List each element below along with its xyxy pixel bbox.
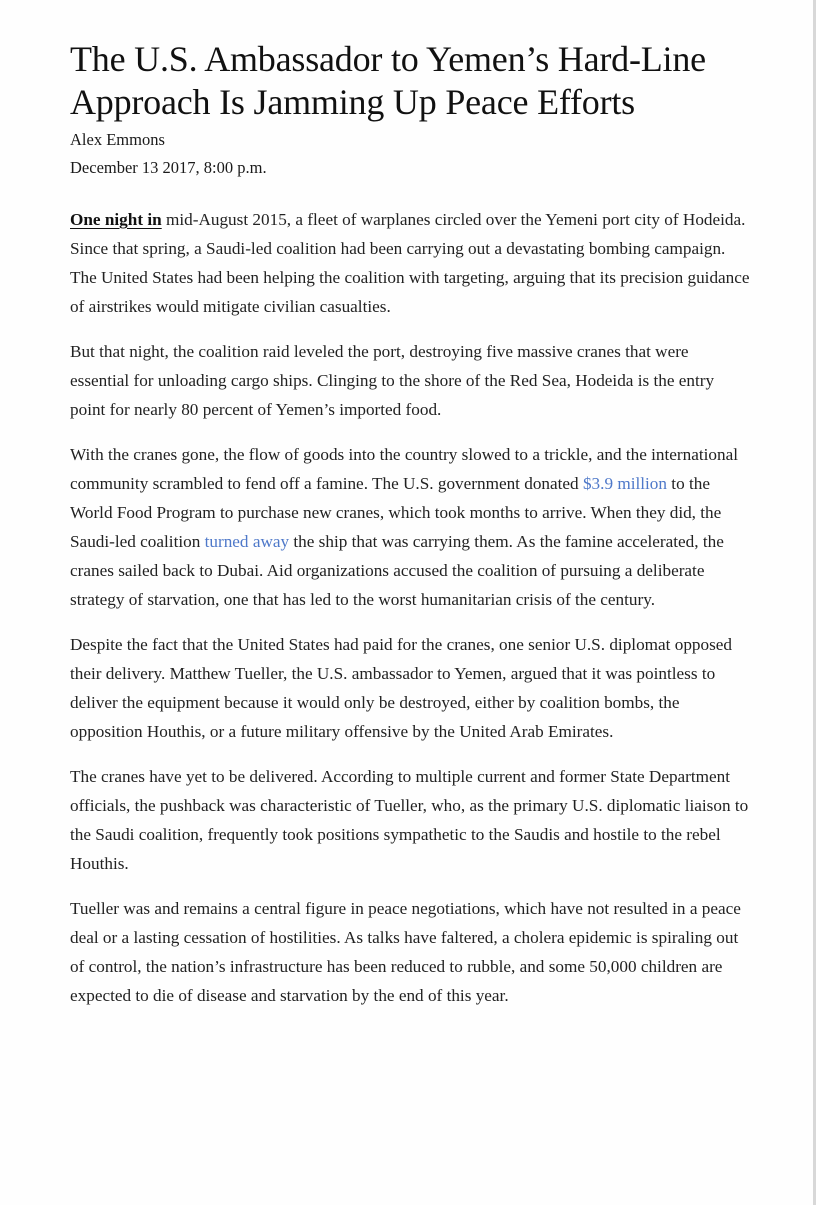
article-date: December 13 2017, 8:00 p.m. [70, 158, 267, 177]
article-body [70, 205, 750, 1010]
paragraph-4: Despite the fact that the United States had paid for the cranes, one senior U.S. diplomat opposed their delivery. Matthew Tueller, the U.S. ambassador to Yemen, argued that it was pointless to deliver the equipment because it would only be destroyed, either by coalition bombs, the opposition Houthis, or a future military offensive by the United Arab Emirates. [70, 635, 733, 741]
article-meta [70, 126, 750, 182]
paragraph-5: The cranes have yet to be delivered. According to multiple current and former State Department officials, the pushback was characteristic of Tueller, who, as the primary U.S. diplomatic liaison to the Saudi coalition, frequently took positions sympathetic to the Saudis and hostile to the rebel Houthis. [70, 767, 749, 873]
paragraph-1-text: mid-August 2015, a fleet of warplanes circled over the Yemeni port city of Hodeida. Since that spring, a Saudi-led coalition had been carrying out a devastating bombing campaign. The United States had been helping the coalition with targeting, arguing that its precision guidance of airstrikes would mitigate civilian casualties. [70, 210, 750, 316]
paragraph-3-text-c: the ship that was carrying them. As the famine accelerated, the cranes sailed back to Dubai. Aid organizations accused the coalition of pursuing a deliberate strategy of starvation, one that has led to the worst humanitarian crisis of the century. [70, 532, 724, 609]
paragraph-3-text-b: to the World Food Program to purchase new cranes, which took months to arrive. When they did, the Saudi-led coalition [70, 474, 722, 551]
paragraph-3 [70, 440, 750, 614]
paragraph-2: But that night, the coalition raid leveled the port, destroying five massive cranes that were essential for unloading cargo ships. Clinging to the shore of the Red Sea, Hodeida is the entry point for nearly 80 percent of Yemen’s imported food. [70, 342, 715, 419]
lede-link[interactable]: One night in [70, 210, 162, 229]
article-title: The U.S. Ambassador to Yemen’s Hard-Line Approach Is Jamming Up Peace Efforts [70, 39, 706, 122]
paragraph-6: Tueller was and remains a central figure in peace negotiations, which have not resulted in a peace deal or a lasting cessation of hostilities. As talks have faltered, a cholera epidemic is spiraling out of control, the nation’s infrastructure has been reduced to rubble, and some 50,000 children are expected to die of disease and starvation by the end of this year. [70, 899, 741, 1005]
paragraph-1 [70, 205, 750, 321]
article [70, 38, 750, 1026]
donation-link[interactable]: $3.9 million [582, 474, 667, 493]
turned-away-link[interactable]: turned away [204, 532, 290, 551]
paragraph-3-text-a: With the cranes gone, the flow of goods into the country slowed to a trickle, and the international community scrambled to fend off a famine. The U.S. government donated [70, 445, 739, 493]
article-author: Alex Emmons [70, 130, 165, 149]
